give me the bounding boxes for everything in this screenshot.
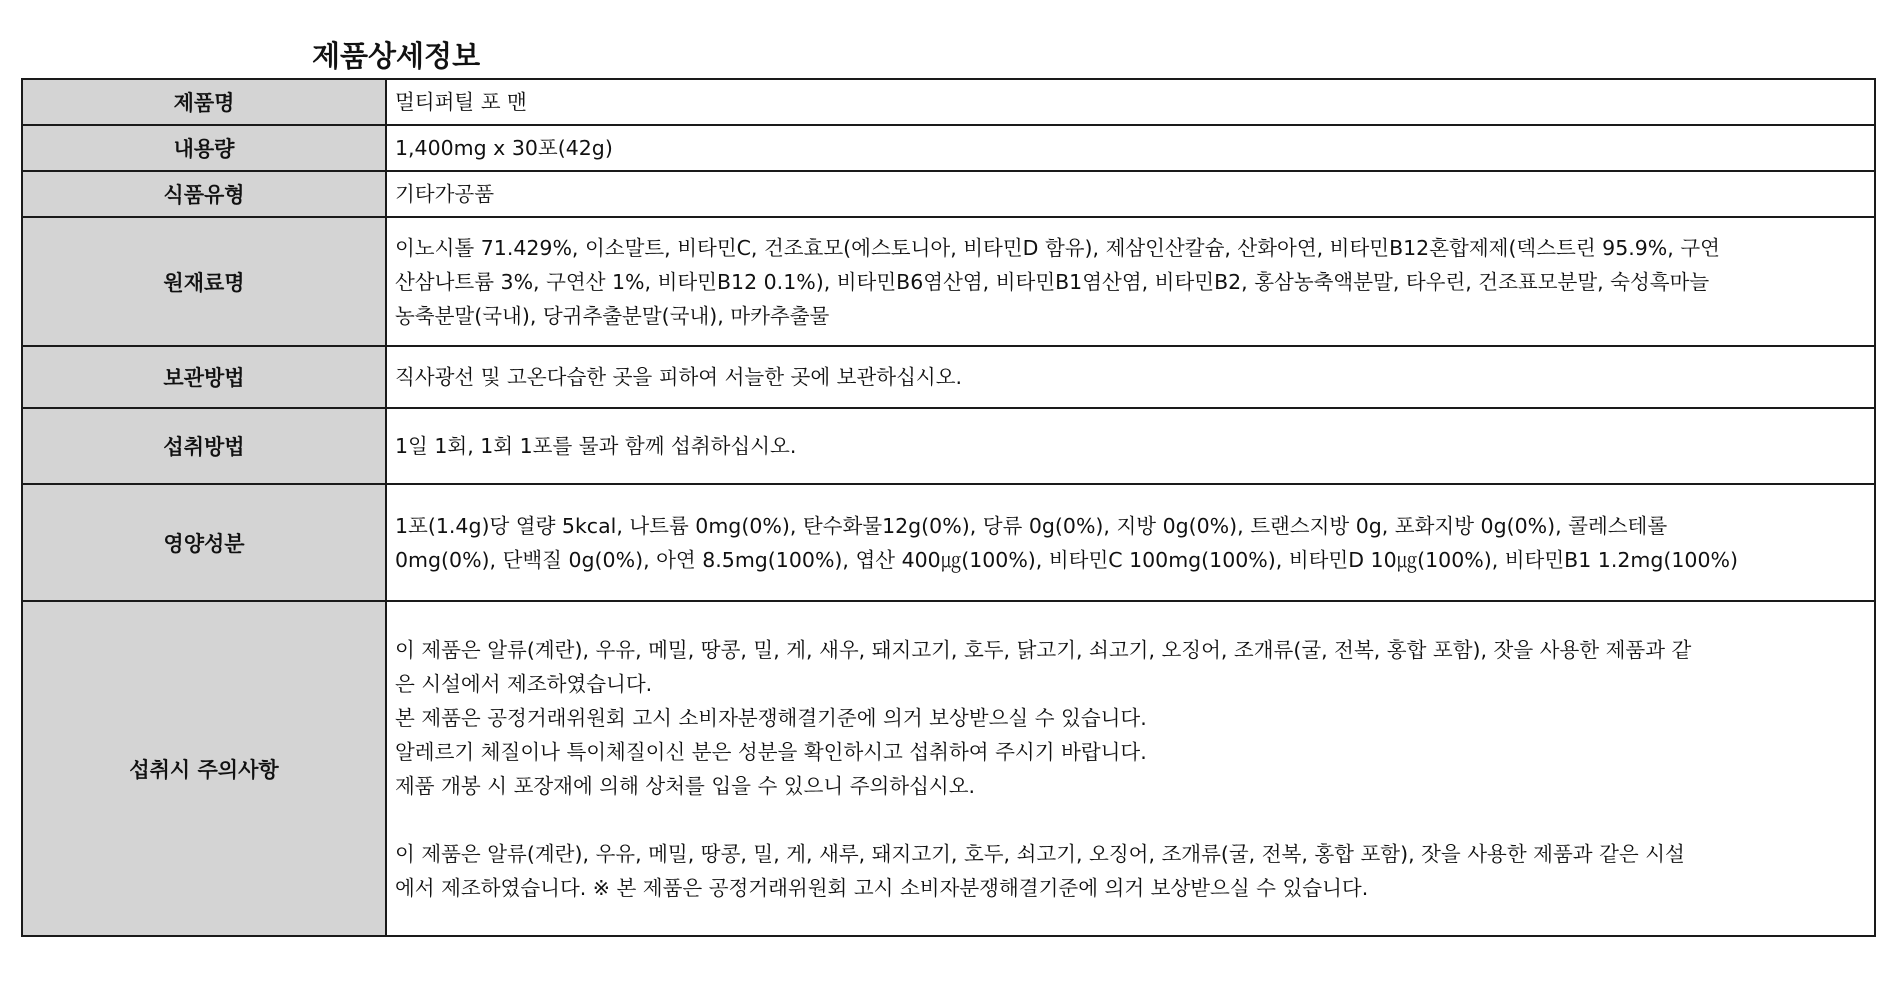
value-line: 이노시톨 71.429%, 이소말트, 비타민C, 건조효모(에스토니아, 비타민D 함유), 제삼인산칼슘, 산화아연, 비타민B12혼합제제(덱스트린 95.9%, 구연 xyxy=(395,235,1720,260)
blank-line xyxy=(395,803,1866,837)
row-label-volume: 내용량 xyxy=(22,125,386,171)
table-row-nutrition xyxy=(22,484,1875,601)
row-label-food-type: 식품유형 xyxy=(22,171,386,217)
value-line: 은 시설에서 제조하였습니다. xyxy=(395,671,653,696)
row-value-intake xyxy=(386,408,1875,484)
row-value-product-name xyxy=(386,79,1875,125)
row-label-intake: 섭취방법 xyxy=(22,408,386,484)
value-line: 1,400mg x 30포(42g) xyxy=(395,136,613,160)
value-line: 이 제품은 알류(계란), 우유, 메밀, 땅콩, 밀, 게, 새우, 돼지고기, 호두, 닭고기, 쇠고기, 오징어, 조개류(굴, 전복, 홍합 포함), 잣을 사용한 제품과 같 xyxy=(395,637,1692,662)
value-line: 1포(1.4g)당 열량 5kcal, 나트륨 0mg(0%), 탄수화물12g(0%), 당류 0g(0%), 지방 0g(0%), 트랜스지방 0g, 포화지방 0g(0%), 콜레스테롤 xyxy=(395,513,1668,538)
table-row-product-name xyxy=(22,79,1875,125)
value-line: 0mg(0%), 단백질 0g(0%), 아연 8.5mg(100%), 엽산 400㎍(100%), 비타민C 100mg(100%), 비타민D 10㎍(100%), 비타민B1 1.2mg(100%) xyxy=(395,547,1738,572)
row-label-storage: 보관방법 xyxy=(22,346,386,408)
row-label-ingredients: 원재료명 xyxy=(22,217,386,346)
row-value-caution xyxy=(386,601,1875,936)
value-line: 산삼나트륨 3%, 구연산 1%, 비타민B12 0.1%), 비타민B6염산염, 비타민B1염산염, 비타민B2, 홍삼농축액분말, 타우린, 건조표모분말, 숙성흑마늘 xyxy=(395,269,1710,294)
value-line: 기타가공품 xyxy=(395,182,495,206)
value-line: 멀티퍼틸 포 맨 xyxy=(395,90,527,114)
row-value-food-type xyxy=(386,171,1875,217)
product-spec-table xyxy=(21,78,1876,937)
row-value-volume xyxy=(386,125,1875,171)
row-value-nutrition xyxy=(386,484,1875,601)
row-label-product-name: 제품명 xyxy=(22,79,386,125)
table-row-intake xyxy=(22,408,1875,484)
row-label-nutrition: 영양성분 xyxy=(22,484,386,601)
value-line: 본 제품은 공정거래위원회 고시 소비자분쟁해결기준에 의거 보상받으실 수 있습니다. xyxy=(395,705,1147,730)
value-line: 농축분말(국내), 당귀추출분말(국내), 마카추출물 xyxy=(395,303,830,328)
value-line: 알레르기 체질이나 특이체질이신 분은 성분을 확인하시고 섭취하여 주시기 바랍니다. xyxy=(395,739,1147,764)
value-line: 에서 제조하였습니다. ※ 본 제품은 공정거래위원회 고시 소비자분쟁해결기준에 의거 보상받으실 수 있습니다. xyxy=(395,875,1369,900)
page-title: 제품상세정보 xyxy=(312,39,481,73)
table-row-caution xyxy=(22,601,1875,936)
value-line: 제품 개봉 시 포장재에 의해 상처를 입을 수 있으니 주의하십시오. xyxy=(395,773,976,798)
table-row-storage xyxy=(22,346,1875,408)
row-value-storage xyxy=(386,346,1875,408)
row-value-ingredients xyxy=(386,217,1875,346)
value-line: 직사광선 및 고온다습한 곳을 피하여 서늘한 곳에 보관하십시오. xyxy=(395,365,963,389)
value-line: 이 제품은 알류(계란), 우유, 메밀, 땅콩, 밀, 게, 새루, 돼지고기, 호두, 쇠고기, 오징어, 조개류(굴, 전복, 홍합 포함), 잣을 사용한 제품과 같은 시설 xyxy=(395,841,1685,866)
table-row-volume xyxy=(22,125,1875,171)
table-row-food-type xyxy=(22,171,1875,217)
row-label-caution: 섭취시 주의사항 xyxy=(22,601,386,936)
table-row-ingredients xyxy=(22,217,1875,346)
value-line: 1일 1회, 1회 1포를 물과 함께 섭취하십시오. xyxy=(395,434,797,458)
